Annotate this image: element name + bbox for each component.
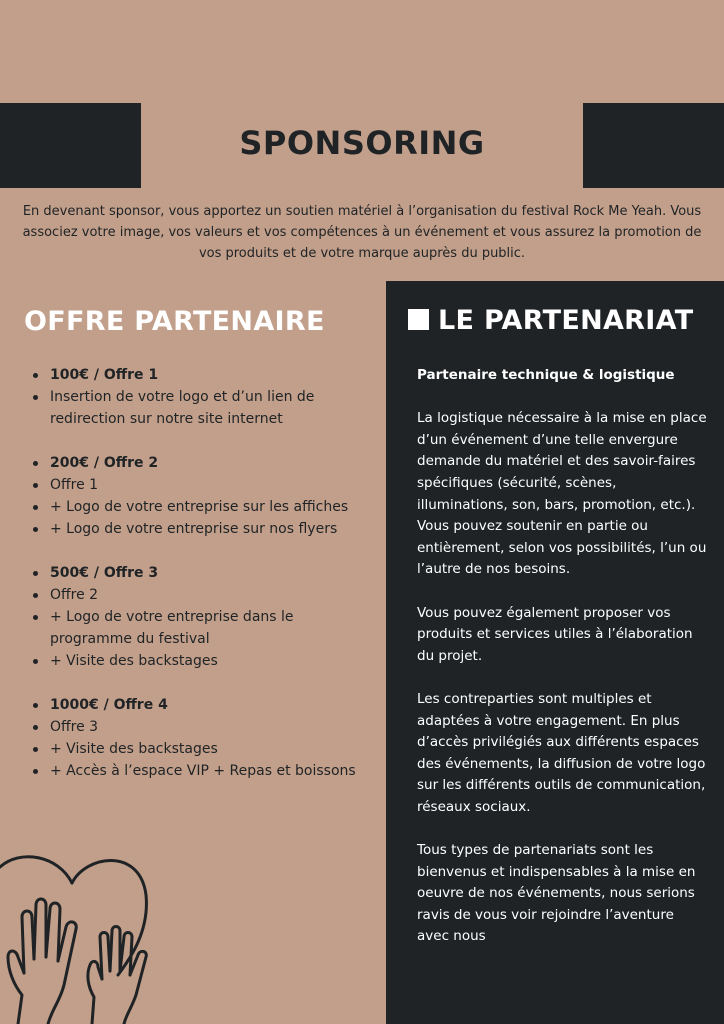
offer-1-item: Insertion de votre logo et d’un lien de redirection sur notre site internet — [30, 386, 375, 430]
partnership-paragraph: Vous pouvez soutenir en partie ou entièrement, selon vos possibilités, l’un ou l’autre de nos besoins. — [417, 518, 707, 578]
heart-hands-icon — [0, 845, 160, 1024]
offer-2-item: Offre 1 — [30, 474, 375, 496]
partnership-paragraph: Tous types de partenariats sont les bienvenus et indispensables à la mise en oeuvre de nos événements, nous serions ravis de vous voir rejoindre l’aventure avec nous — [417, 842, 696, 945]
partnership-paragraph: La logistique nécessaire à la mise en place d’un événement d’une telle envergure demande du matériel et des savoir-faires spécifiques (sécurité, scènes, illuminations, son, bars, promotion, etc.). — [417, 410, 707, 513]
page-title: SPONSORING — [239, 124, 485, 162]
partnership-panel — [386, 281, 724, 1024]
square-bullet-icon — [408, 309, 429, 330]
decorative-block-right — [583, 103, 724, 188]
partnership-paragraph: Les contreparties sont multiples et adaptées à votre engagement. En plus d’accès privilégiés aux différents espaces des événements, la diffusion de votre logo sur les différents outils de communication, réseaux sociaux. — [417, 690, 706, 815]
offer-3-item: Offre 2 — [30, 584, 375, 606]
offer-2-item: + Logo de votre entreprise sur les affiches — [30, 496, 375, 518]
offer-1-head: 100€ / Offre 1 — [30, 364, 375, 386]
partnership-paragraph: Vous pouvez également proposer vos produits et services utiles à l’élaboration du projet. — [417, 604, 693, 664]
decorative-block-left — [0, 103, 141, 188]
offer-3-item: + Visite des backstages — [30, 650, 375, 672]
partnership-subtitle: Partenaire technique & logistique — [417, 367, 675, 383]
offer-4-item: + Accès à l’espace VIP + Repas et boissons — [30, 760, 375, 782]
offer-4-item: + Visite des backstages — [30, 738, 375, 760]
offer-3-head: 500€ / Offre 3 — [30, 562, 375, 584]
offer-2-item: + Logo de votre entreprise sur nos flyers — [30, 518, 375, 540]
intro-text: En devenant sponsor, vous apportez un soutien matériel à l’organisation du festival Rock Me Yeah. Vous associez votre image, vos valeurs et vos compétences à un événement et vous assurez la promotion de vos produits et de votre marque auprès du public. — [22, 204, 702, 261]
offer-2-head: 200€ / Offre 2 — [30, 452, 375, 474]
partnership-title — [408, 305, 693, 336]
offer-title: OFFRE PARTENAIRE — [24, 306, 325, 337]
offer-4-head: 1000€ / Offre 4 — [30, 694, 375, 716]
offer-4-item: Offre 3 — [30, 716, 375, 738]
partnership-body — [417, 365, 707, 970]
partnership-title-text: LE PARTENARIAT — [438, 305, 694, 336]
offer-3-item: + Logo de votre entreprise dans le programme du festival — [30, 606, 375, 650]
offer-list — [30, 364, 375, 782]
